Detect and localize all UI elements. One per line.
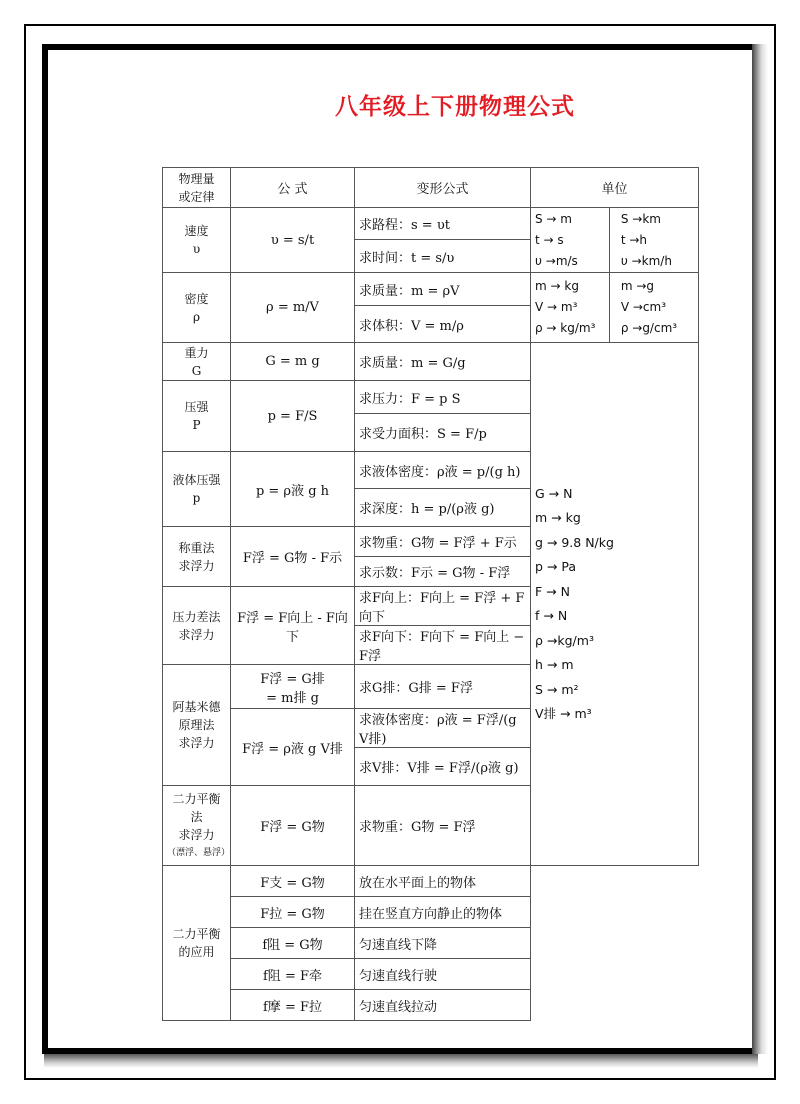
unit-speed <box>531 208 699 273</box>
formula-apply-4: f阻 = F牵 <box>231 959 355 990</box>
transform-speed-2: 求时间：t = s/υ <box>355 240 531 273</box>
unit-item: ρ →kg/m³ <box>535 632 594 648</box>
quantity-weighing <box>163 527 231 587</box>
quantity-name: 二力平衡法 <box>172 791 221 824</box>
formula-apply-2: F拉 = G物 <box>231 897 355 928</box>
transform-arch-2: 求液体密度：ρ液 = F浮/(g V排) <box>355 709 531 748</box>
formula-line: = m排 g <box>266 690 319 706</box>
quantity-name: 的应用 <box>178 945 215 959</box>
quantity-name: 重力 <box>184 345 209 360</box>
formula-balance: F浮 = G物 <box>231 786 355 866</box>
quantity-gravity <box>163 343 231 381</box>
quantity-name: 求浮力 <box>178 627 215 642</box>
transform-liquid-2: 求深度：h = p/(ρ液 g) <box>355 489 531 527</box>
quantity-name: 速度 <box>184 224 209 238</box>
unit-item: m → kg <box>535 279 579 293</box>
quantity-symbol: p <box>192 491 201 505</box>
unit-item: S → m² <box>535 681 579 697</box>
transform-arch-1: 求G排：G排 = F浮 <box>355 665 531 709</box>
quantity-symbol: ρ <box>192 309 201 324</box>
page-title: 八年级上下册物理公式 <box>335 94 575 120</box>
quantity-name: 求浮力 <box>178 736 215 750</box>
quantity-symbol: P <box>192 418 201 432</box>
table-row <box>163 959 699 990</box>
header-row <box>163 168 699 208</box>
unit-item: S → m <box>535 211 572 226</box>
unit-item: m → kg <box>535 510 581 525</box>
formula-gravity: G = m g <box>231 343 355 381</box>
quantity-density <box>163 273 231 343</box>
quantity-name: 液体压强 <box>172 473 221 487</box>
header-unit: 单位 <box>531 168 699 208</box>
table-row <box>163 208 699 240</box>
frame-shadow-right <box>752 44 768 1054</box>
transform-pdiff-2: 求F向下：F向下 = F向上 − F浮 <box>355 626 531 665</box>
unit-item: t →h <box>620 232 648 247</box>
unit-item: V →cm³ <box>620 300 667 314</box>
quantity-application <box>163 866 231 1021</box>
transform-arch-3: 求V排：V排 = F浮/(ρ液 g) <box>355 748 531 786</box>
transform-pdiff-1: 求F向上：F向上 = F浮 + F向下 <box>355 587 531 626</box>
table-row <box>163 928 699 959</box>
quantity-speed <box>163 208 231 273</box>
transform-pressure-1: 求压力：F = p S <box>355 381 531 414</box>
unit-item: f → N <box>535 608 568 623</box>
header-quantity <box>163 168 231 208</box>
table-row <box>163 990 699 1021</box>
unit-item: V → m³ <box>535 300 578 314</box>
unit-item: υ →km/h <box>620 253 672 268</box>
unit-item: h → m <box>535 657 574 672</box>
unit-item: ρ → kg/m³ <box>535 321 596 335</box>
quantity-symbol: υ <box>192 242 201 256</box>
transform-apply-2: 挂在竖直方向静止的物体 <box>355 897 531 928</box>
unit-item: υ →m/s <box>535 253 578 268</box>
quantity-name: 称重法 <box>178 540 215 555</box>
formula-speed: υ = s/t <box>231 208 355 273</box>
quantity-pressure <box>163 381 231 452</box>
unit-item: g → 9.8 N/kg <box>535 534 614 550</box>
unit-item: ρ →g/cm³ <box>620 321 678 335</box>
unit-item: G → N <box>535 485 573 501</box>
quantity-symbol: G <box>191 363 202 378</box>
transform-weighing-1: 求物重：G物 = F浮 + F示 <box>355 527 531 557</box>
formula-pressure-diff: F浮 = F向上 - F向下 <box>231 587 355 665</box>
formula-weighing: F浮 = G物 - F示 <box>231 527 355 587</box>
formula-apply-1: F支 = G物 <box>231 866 355 897</box>
formula-line: F浮 = G排 <box>260 671 325 687</box>
quantity-name: 压力差法 <box>172 609 221 624</box>
quantity-name: 求浮力 <box>178 558 215 573</box>
header-transform: 变形公式 <box>355 168 531 208</box>
unit-item: S →km <box>620 211 661 226</box>
quantity-name: 二力平衡 <box>172 927 221 941</box>
table-row <box>163 866 699 897</box>
transform-balance-1: 求物重：G物 = F浮 <box>355 786 531 866</box>
formula-apply-3: f阻 = G物 <box>231 928 355 959</box>
unit-item: V排 → m³ <box>535 706 592 721</box>
quantity-name: 密度 <box>184 291 209 306</box>
quantity-archimedes <box>163 665 231 786</box>
transform-speed-1: 求路程：s = υt <box>355 208 531 240</box>
quantity-name: 压强 <box>184 400 209 414</box>
header-quantity-line1: 物理量 <box>178 171 215 186</box>
transform-apply-1: 放在水平面上的物体 <box>355 866 531 897</box>
transform-density-2: 求体积：V = m/ρ <box>355 306 531 343</box>
unit-item: p → Pa <box>535 559 576 574</box>
header-quantity-line2: 或定律 <box>178 189 215 204</box>
formula-archimedes-2: F浮 = ρ液 g V排 <box>231 709 355 786</box>
table-row <box>163 273 699 306</box>
quantity-note: （漂浮、悬浮） <box>167 847 231 858</box>
quantity-name: 求浮力 <box>178 827 215 842</box>
unit-density <box>531 273 699 343</box>
transform-liquid-1: 求液体密度：ρ液 = p/(g h) <box>355 452 531 489</box>
frame-shadow-bottom <box>44 1054 758 1068</box>
quantity-liquid-pressure <box>163 452 231 527</box>
transform-apply-3: 匀速直线下降 <box>355 928 531 959</box>
unit-general <box>531 343 699 866</box>
formula-pressure: p = F/S <box>231 381 355 452</box>
unit-item: t → s <box>535 232 564 247</box>
formula-apply-5: f摩 = F拉 <box>231 990 355 1021</box>
quantity-name: 原理法 <box>178 718 215 732</box>
formula-table <box>162 167 699 1021</box>
transform-gravity-1: 求质量：m = G/g <box>355 343 531 381</box>
quantity-balance <box>163 786 231 866</box>
quantity-pressure-diff <box>163 587 231 665</box>
transform-weighing-2: 求示数：F示 = G物 - F浮 <box>355 557 531 587</box>
formula-archimedes-1 <box>231 665 355 709</box>
transform-apply-5: 匀速直线拉动 <box>355 990 531 1021</box>
table-row <box>163 343 699 381</box>
transform-pressure-2: 求受力面积：S = F/p <box>355 414 531 452</box>
transform-density-1: 求质量：m = ρV <box>355 273 531 306</box>
transform-apply-4: 匀速直线行驶 <box>355 959 531 990</box>
formula-density: ρ = m/V <box>231 273 355 343</box>
formula-liquid-pressure: p = ρ液 g h <box>231 452 355 527</box>
unit-item: m →g <box>620 279 655 293</box>
unit-item: F → N <box>535 583 570 599</box>
header-formula: 公 式 <box>231 168 355 208</box>
quantity-name: 阿基米德 <box>172 700 221 714</box>
table-row <box>163 897 699 928</box>
